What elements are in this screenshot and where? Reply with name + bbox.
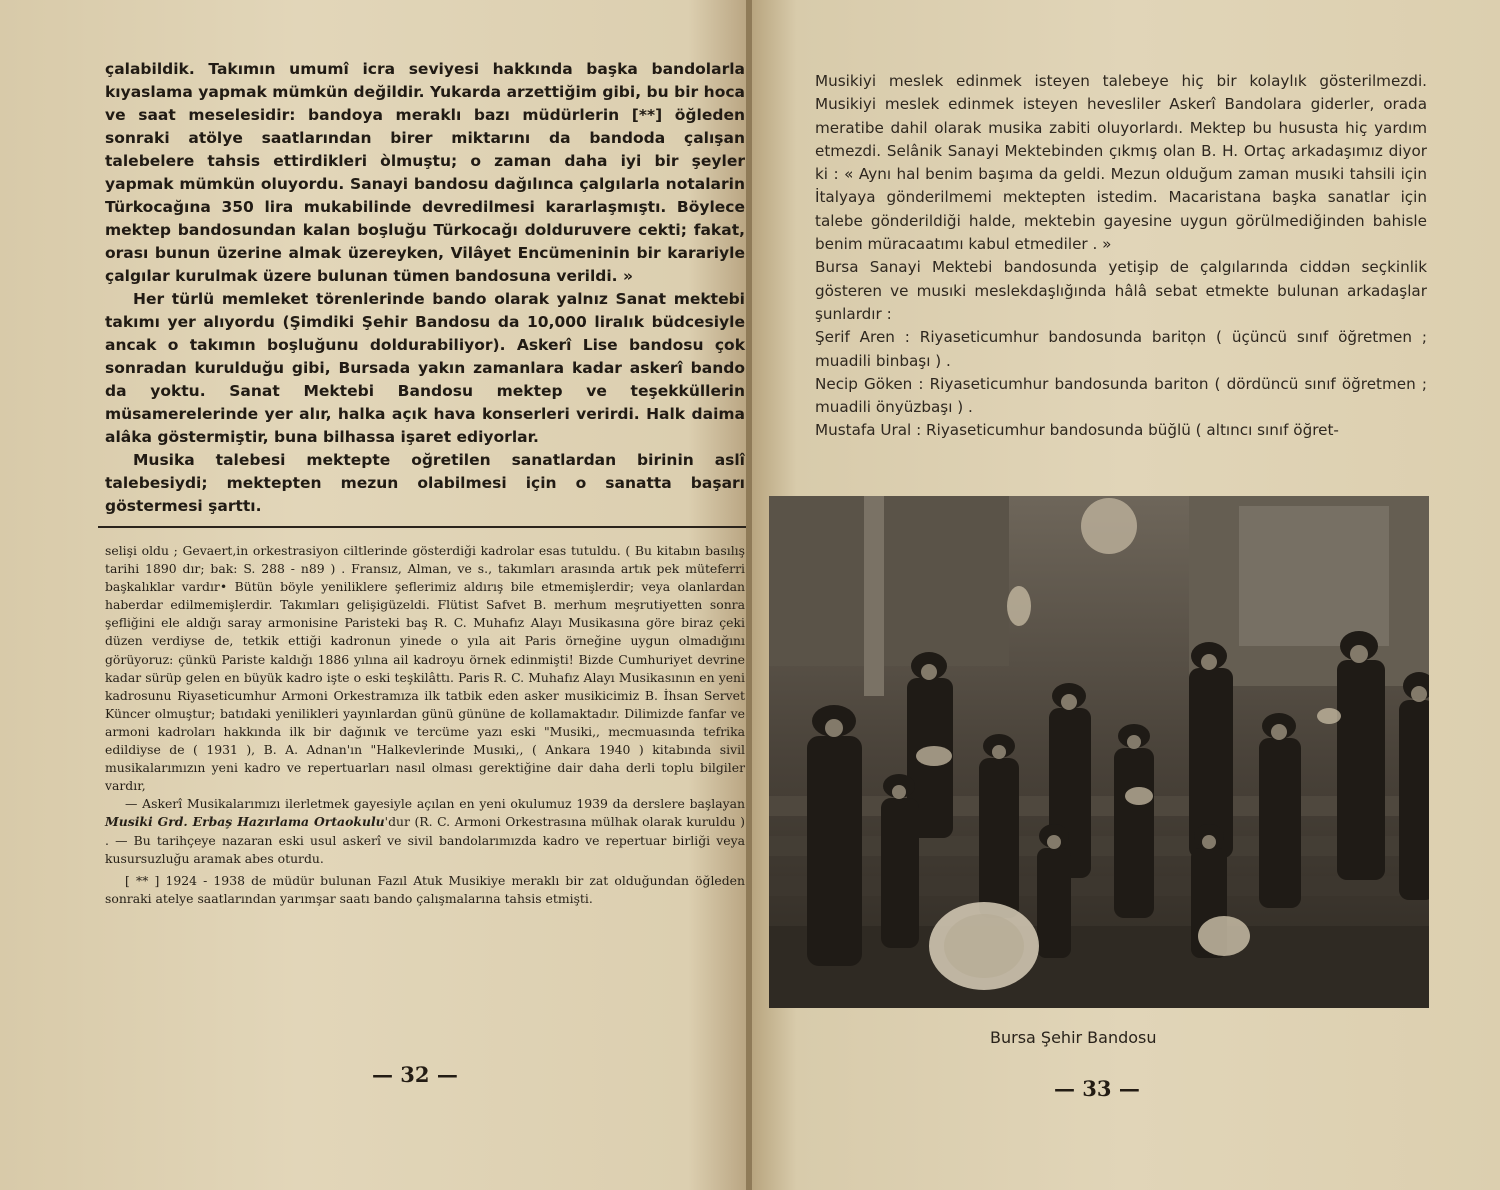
footnote-paragraph-3: [ ** ] 1924 - 1938 de müdür bulunan Fazıl Atuk Musikiye meraklı bir zat olduğundan öğleden sonraki atelye saatlarından yarımşar saatı bando çalışmalarına tahsis etmişti.	[105, 872, 745, 906]
footnote-separator	[98, 526, 746, 528]
left-body-text	[105, 58, 745, 518]
left-paragraph-1: çalabildik. Takımın umumî icra seviyesi hakkında başka bandolarla kıyaslama yapmak mümkün değildir. Yukarda arzettiğim gibi, bu bir hoca ve saat meselesidir: bandoya meraklı bazı müdürlerin [**] öğleden sonraki atölye saatlarından birer miktarını da bandoda çalışan talebelere tahsis ettirdikleri òlmuştu; o zaman daha iyi bir şeyler yapmak mümkün oluyordu. Sanayi bandosu dağılınca çalgılarla notalarin Türkocağına 350 lira mukabilinde devredilmesi kararlaşmıştı. Böylece mektep bandosundan kalan boşluğu Türkocağı dolduruvere cekti; fakat, orası bunun üzerine almak üzereyken, Vilâyet Encümeninin bir karariyle çalgılar kurulmak üzere bulunan tümen bandosuna verildi. »	[105, 60, 745, 285]
page-number-left: — 32 —	[372, 1062, 458, 1087]
school-name: Musiki Grd. Erbaş Hazırlama Ortaokulu	[105, 814, 385, 830]
photo-caption: Bursa Şehir Bandosu	[990, 1028, 1157, 1047]
left-paragraph-2: Her türlü memleket törenlerinde bando olarak yalnız Sanat mektebi takımı yer alıyordu (Şimdiki Şehir Bandosu da 10,000 liralık büdcesiyle ancak o takımın boşluğunu doldurabiliyor). Askerî Lise bandosu çok sonradan kurulduğu gibi, Bursada yakın zamanlara kadar askerî bando da yoktu. Sanat Mektebi Bandosu mektep ve teşekküllerin müsamerelerinde yer alır, halka açık hava konserleri verirdi. Halk daima alâka göstermiştir, buna bilhassa işaret ediyorlar.	[105, 290, 745, 446]
right-paragraph-1: Musikiyi meslek edinmek isteyen talebeye hiç bir kolaylık gösterilmezdi. Musikiyi meslek edinmek isteyen hevesliler Askerî Bandolara giderler, orada meratibe dahil olarak musika zabiti oluyorlardı. Mektep bu hususta hiç yardım etmezdi. Selânik Sanayi Mektebinden çıkmış olan B. H. Ortaç arkadaşımız diyor ki : « Aynı hal benim başıma da geldi. Mezun olduğum zaman musıki tahsili için İtalyaya gönderilmemi mektepten istedim. Macaristana başka sanatlar için talebe gönderildiği halde, mektebin gayesine uygun görülmediğinden bahisle benim müracaatımı kabul etmediler . »	[815, 72, 1427, 254]
band-photo-illustration	[769, 496, 1429, 1008]
right-paragraph-2: Bursa Sanayi Mektebi bandosunda yetişip de çalgılarında ciddən seçkinlik gösteren ve musıki meslekdaşlığında hâlâ sebat etmekte bulunan arkadaşlar şunlardır :	[815, 258, 1427, 323]
right-paragraph-3: Şerif Aren : Riyaseticumhur bandosunda baritọn ( üçüncü sınıf öğretmen ; muadili binbaşı ) .	[815, 328, 1427, 370]
right-paragraph-4: Necip Göken : Riyaseticumhur bandosunda bariton ( dördüncü sınıf öğretmen ; muadili önyüzbaşı ) .	[815, 374, 1427, 417]
left-page	[0, 0, 748, 1190]
left-paragraph-3: Musika talebesi mektepte oğretilen sanatlardan birinin aslî talebesiydi; mektepten mezun olabilmesi için o sanatta başarı göstermesi şarttı.	[105, 451, 745, 515]
right-paragraph-5: Mustafa Ural : Riyaseticumhur bandosunda büğlü ( altıncı sınıf öğret-	[815, 421, 1339, 440]
band-photo	[769, 496, 1429, 1008]
footnote-paragraph-2-end: 'dur (R. C. Armoni Orkestrasına mülhak olarak kuruldu ) . — Bu tarihçeye nazaran eski usul askerî ve sivil bandolarımızda kadro ve repertuar birliği veya kusursuzluğu aramak abes oturdu.	[105, 814, 745, 866]
footnotes	[105, 542, 745, 908]
footnote-paragraph-1: selişi oldu ; Gevaert,in orkestrasiyon ciltlerinde gösterdiği kadrolar esas tutuldu. ( Bu kitabın basılış tarihi 1890 dır; bak: S. 288 - n89 ) . Fransız, Alman, ve s., takımları arasında artık pek müteferri başkalıklar vardır• Bütün böyle yeniliklere şeflerimiz aldırış bile etmemişlerdir; veya olanlardan haberdar edilmemişlerdir. Takımları gelişigüzeldi. Flütist Safvet B. merhum meşrutiyetten sonra şefliğini ele aldığı saray armonisine Paristeki baş R. C. Muhafız Alayı Musikasına göre biraz çeki düzen verdiyse de, tetkik ettiği kadronun yinede o yıla ait Paris örneğine uygun olmadığını görüyoruz: çünkü Pariste kaldığı 1886 yılına ail kadroyu örnek edinmişti! Bizde Cumhuriyet devrine kadar sürüp gelen en büyük kadro işte o eski teşkilâttı. Paris R. C. Muhafız Alayı Musikasının en yeni kadrosunu Riyaseticumhur Armoni Orkestramıza ilk tatbik eden asker musikicimiz B. İhsan Servet Küncer olmuştur; batıdaki yenilikleri yayınlardan günü gününe de kollamaktadır. Dilimizde fanfar ve armoni kadroları hakkında ilk bir dağınık ve tercüme yazı eski "Musiki,, mecmuasında tefrika edildiyse de ( 1931 ), B. A. Adnan'ın "Halkevlerinde Musıki,, ( Ankara 1940 ) kitabında sivil musikalarımızın yeni kadro ve repertuarları nasıl olması gerektiğine dair daha derli toplu bilgiler vardır,	[105, 543, 745, 794]
footnote-paragraph-2-start: — Askerî Musikalarımızı ilerletmek gayesiyle açılan en yeni okulumuz 1939 da derslere başlayan	[125, 796, 745, 812]
page-number-right: — 33 —	[1054, 1076, 1140, 1101]
right-body-text	[815, 70, 1427, 443]
footnote-paragraph-2	[105, 795, 745, 867]
